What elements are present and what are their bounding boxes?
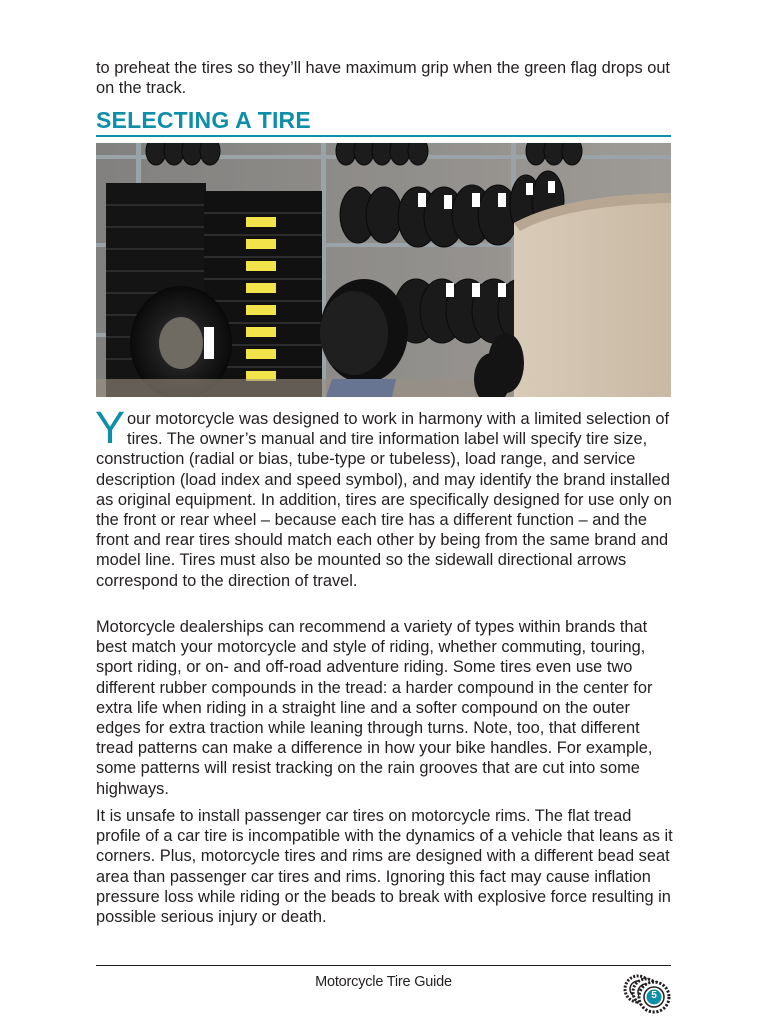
intro-paragraph: to preheat the tires so they’ll have maximum grip when the green flag drops out on the track. bbox=[96, 59, 670, 97]
heading-underline bbox=[96, 135, 671, 137]
drop-cap: Y bbox=[95, 402, 126, 453]
tire-shop-photo bbox=[96, 143, 671, 397]
body-paragraph-2: Motorcycle dealerships can recommend a variety of types within brands that best match your motorcycle and style of riding, whether commuting, touring, sport riding, or on- and off-road adventure riding. Some tires even use two different rubber compounds in the tread: a harder compound in the center for extra life when riding in a straight line and a softer compound on the outer edges for extra traction while leaning through turns. Note, too, that different tread patterns can make a difference in how your bike handles. For example, some patterns will resist tracking on the rain grooves that are cut into some highways. bbox=[96, 618, 653, 798]
footer-title: Motorcycle Tire Guide bbox=[315, 974, 452, 990]
body-paragraph-1-text: our motorcycle was designed to work in harmony with a limited selection of tires. The owner’s manual and tire information label will specify tire size, construction (radial or bias, tube-type or tubeless), load range, and service description (load index and speed symbol), and may identify the brand installed as original equipment. In addition, tires are specifically designed for use only on the front or rear wheel – because each tire has a different function – and the front and rear tires should match each other by being from the same brand and model line. Tires must also be mounted so the sidewall directional arrows correspond to the direction of travel. bbox=[96, 410, 672, 590]
section-heading: SELECTING A TIRE bbox=[96, 107, 311, 133]
body-paragraph-1 bbox=[95, 402, 674, 591]
page-number: 5 bbox=[651, 990, 657, 1001]
body-paragraph-3: It is unsafe to install passenger car tires on motorcycle rims. The flat tread profile of a car tire is incompatible with the dynamics of a vehicle that leans as it corners. Plus, motorcycle tires and rims are designed with a different bead seat area than passenger car tires and rims. Ignoring this fact may cause inflation pressure loss while riding or the beads to break with explosive force resulting in possible serious injury or death. bbox=[96, 807, 673, 927]
footer-divider bbox=[96, 965, 671, 966]
